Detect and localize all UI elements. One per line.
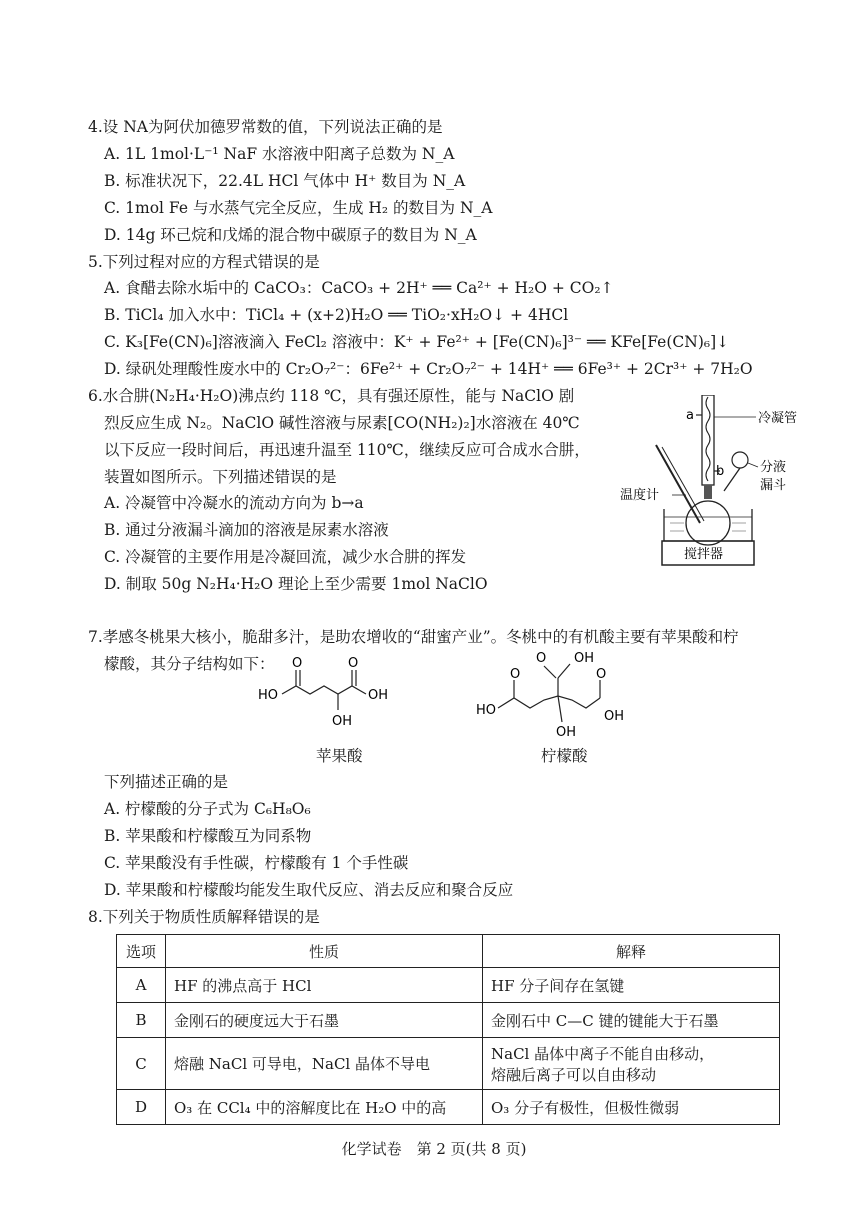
citric-oh-label-3: OH [556, 725, 577, 740]
q7-option-c: C. 苹果酸没有手性碳，柠檬酸有 1 个手性碳 [104, 854, 409, 872]
q6-stem-line-4: 装置如图所示。下列描述错误的是 [104, 468, 337, 486]
header-option: 选项 [117, 935, 166, 968]
cell-option: D [117, 1090, 166, 1125]
citric-o-label-1: O [536, 651, 547, 666]
malic-acid-structure [258, 650, 428, 740]
q6-stem-line-3: 以下反应一段时间后，再迅速升温至 110℃，继续反应可合成水合肼， [104, 441, 590, 459]
malic-oh-label-2: OH [368, 688, 389, 703]
malic-acid-name: 苹果酸 [316, 747, 363, 765]
table-row [117, 968, 780, 1003]
port-b-label: b [716, 464, 725, 479]
q4-stem: 4.设 NA为阿伏加德罗常数的值，下列说法正确的是 [88, 118, 443, 136]
citric-acid-name: 柠檬酸 [541, 747, 588, 765]
q6-option-c: C. 冷凝管的主要作用是冷凝回流，减少水合肼的挥发 [104, 548, 467, 566]
q6-option-a: A. 冷凝管中冷凝水的流动方向为 b→a [104, 494, 364, 512]
malic-o-label-2: O [348, 656, 359, 671]
q6-stem-line-2: 烈反应生成 N₂。NaClO 碱性溶液与尿素[CO(NH₂)₂]水溶液在 40℃ [104, 414, 580, 432]
cell-explanation: 金刚石中 C—C 键的键能大于石墨 [483, 1003, 780, 1038]
condenser-label: 冷凝管 [758, 411, 798, 426]
citric-oh-label-1: OH [574, 651, 595, 666]
cell-property: 金刚石的硬度远大于石墨 [166, 1003, 483, 1038]
citric-o-label-2: O [510, 667, 521, 682]
q6-option-b: B. 通过分液漏斗滴加的溶液是尿素水溶液 [104, 521, 389, 539]
q5-stem: 5.下列过程对应的方程式错误的是 [88, 253, 320, 271]
q7-prompt: 下列描述正确的是 [104, 773, 229, 791]
cell-option: C [117, 1038, 166, 1090]
cell-explanation-line-1: NaCl 晶体中离子不能自由移动， [491, 1044, 715, 1063]
q7-option-d: D. 苹果酸和柠檬酸均能发生取代反应、消去反应和聚合反应 [104, 881, 514, 899]
q7-option-b: B. 苹果酸和柠檬酸互为同系物 [104, 827, 312, 845]
q7-stem-line-1: 7.孝感冬桃果大核小，脆甜多汁，是助农增收的“甜蜜产业”。冬桃中的有机酸主要有苹果酸和柠 [88, 628, 739, 646]
q7-option-a: A. 柠檬酸的分子式为 C₆H₈O₆ [104, 800, 311, 818]
q5-option-d: D. 绿矾处理酸性废水中的 Cr₂O₇²⁻：6Fe²⁺ + Cr₂O₇²⁻ + 14H⁺ ══ 6Fe³⁺ + 2Cr³⁺ + 7H₂O [104, 360, 753, 378]
header-explanation: 解释 [483, 935, 780, 968]
malic-o-label-1: O [292, 656, 303, 671]
malic-oh-label-1: OH [332, 714, 353, 729]
q5-option-a: A. 食醋去除水垢中的 CaCO₃：CaCO₃ + 2H⁺ ══ Ca²⁺ + H₂O + CO₂↑ [104, 279, 614, 297]
table-row [117, 1090, 780, 1125]
page-footer: 化学试卷 第 2 页(共 8 页) [341, 1140, 527, 1158]
table-header-row [117, 935, 780, 968]
cell-property: O₃ 在 CCl₄ 中的溶解度比在 H₂O 中的高 [166, 1090, 483, 1125]
funnel-label-1: 分液 [760, 460, 787, 475]
cell-property: HF 的沸点高于 HCl [166, 968, 483, 1003]
cell-explanation-line-2: 熔融后离子可以自由移动 [491, 1065, 657, 1084]
q8-stem: 8.下列关于物质性质解释错误的是 [88, 908, 320, 926]
port-a-label: a [686, 408, 694, 423]
cell-option: B [117, 1003, 166, 1038]
q5-option-b: B. TiCl₄ 加入水中：TiCl₄ + (x+2)H₂O ══ TiO₂·xH₂O↓ + 4HCl [104, 306, 569, 324]
q4-option-b: B. 标准状况下，22.4L HCl 气体中 H⁺ 数目为 N_A [104, 172, 466, 190]
funnel-label-2: 漏斗 [760, 478, 787, 493]
q4-option-d: D. 14g 环己烷和戊烯的混合物中碳原子的数目为 N_A [104, 226, 477, 244]
thermometer-label: 温度计 [620, 488, 660, 503]
q5-option-c: C. K₃[Fe(CN)₆]溶液滴入 FeCl₂ 溶液中：K⁺ + Fe²⁺ + [Fe(CN)₆]³⁻ ══ KFe[Fe(CN)₆]↓ [104, 333, 730, 351]
citric-acid-structure [470, 650, 640, 745]
cell-explanation: O₃ 分子有极性，但极性微弱 [483, 1090, 780, 1125]
citric-o-label-3: O [596, 667, 607, 682]
q6-stem-line-1: 6.水合肼(N₂H₄·H₂O)沸点约 118 ℃，具有强还原性，能与 NaClO 剧 [88, 387, 575, 405]
q7-stem-line-2: 檬酸，其分子结构如下： [104, 655, 275, 673]
q4-option-c: C. 1mol Fe 与水蒸气完全反应，生成 H₂ 的数目为 N_A [104, 199, 493, 217]
properties-table [116, 934, 780, 1125]
stirrer-label: 搅拌器 [684, 547, 724, 562]
cell-explanation: HF 分子间存在氢键 [483, 968, 780, 1003]
malic-ho-label: HO [258, 688, 279, 703]
table-row [117, 1038, 780, 1090]
q4-option-a: A. 1L 1mol·L⁻¹ NaF 水溶液中阳离子总数为 N_A [104, 145, 455, 163]
apparatus-figure [612, 395, 812, 570]
citric-ho-label: HO [476, 703, 497, 718]
cell-explanation [483, 1038, 780, 1090]
q6-option-d: D. 制取 50g N₂H₄·H₂O 理论上至少需要 1mol NaClO [104, 575, 488, 593]
header-property: 性质 [166, 935, 483, 968]
citric-oh-label-2: OH [604, 709, 625, 724]
cell-property: 熔融 NaCl 可导电，NaCl 晶体不导电 [166, 1038, 483, 1090]
cell-option: A [117, 968, 166, 1003]
table-row [117, 1003, 780, 1038]
